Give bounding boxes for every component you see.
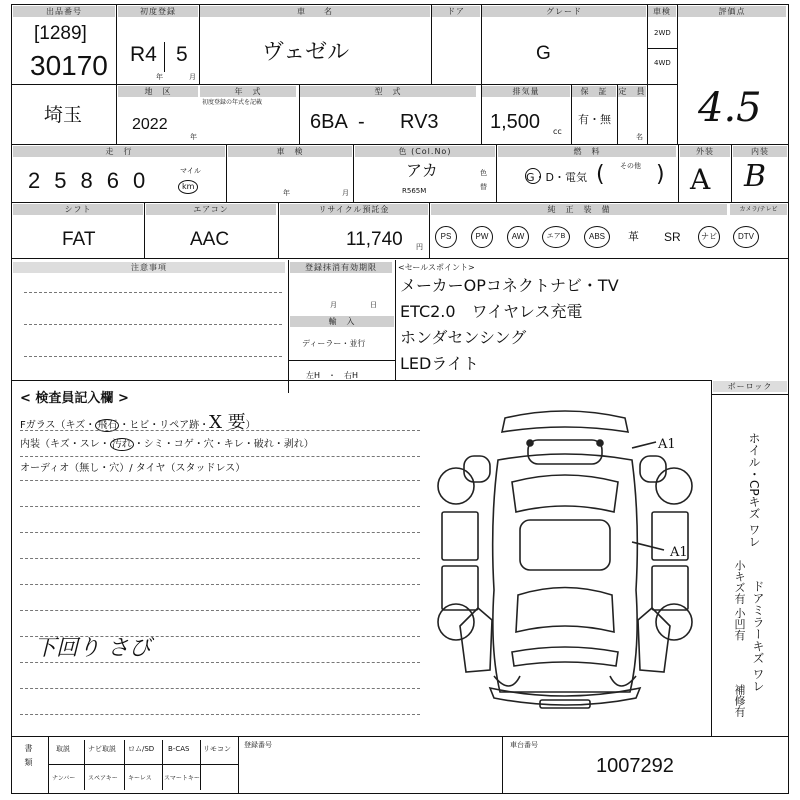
aircon-value: AAC — [190, 229, 230, 250]
sales-point-1: メーカーOPコネクトナビ・TV — [400, 276, 619, 295]
glass-end: ） — [245, 420, 256, 431]
equip-sr: SR — [664, 230, 681, 244]
color-tag-1: 色 — [480, 169, 487, 177]
score-label: 評価点 — [678, 6, 786, 17]
recycle-amount: 11,740 — [346, 229, 403, 250]
interior-label: 内装 — [733, 146, 787, 157]
fuel-other: その他 — [620, 162, 641, 170]
glass-repair-mark: X 要 — [209, 412, 246, 433]
reg-number-label: 登録番号 — [244, 741, 272, 749]
score-value: 4.5 — [698, 85, 762, 131]
glass-prefix: Fガラス（キズ・ — [20, 420, 96, 431]
mileage-unit-mile: マイル — [180, 167, 201, 175]
equipment-label: 純 正 装 備 — [431, 204, 727, 215]
damage-mark-2: A1 — [670, 545, 688, 560]
camera-label: カメラ/テレビ — [730, 204, 787, 215]
shift-label: シフト — [13, 204, 143, 215]
model-type-dash: - — [358, 111, 365, 133]
reg-month: 5 — [176, 43, 188, 66]
glass-circled-chip: 飛石 — [97, 420, 118, 431]
lot-label: 出品番号 — [13, 6, 115, 17]
inspector-line-audio: オーディオ（無し・穴）/ タイヤ（スタッドレス） — [20, 463, 246, 474]
doc-manual: 取説 — [56, 745, 70, 753]
location: 埼玉 — [44, 104, 83, 126]
import-label: 輸 入 — [290, 316, 394, 327]
inspection-year-unit: 年 — [283, 189, 290, 197]
warranty-value: 有・無 — [578, 113, 611, 126]
mileage-label: 走 行 — [13, 146, 225, 157]
dealer-option: ディーラー・並行 — [302, 339, 366, 348]
lot-bracket-code: [1289] — [34, 23, 87, 44]
inspector-title: < 検査員記入欄 > — [20, 391, 129, 406]
drive-2wd: 2WD — [654, 29, 671, 37]
mileage-unit-km: km — [178, 180, 198, 194]
fuel-paren-open: ( — [596, 162, 605, 187]
mileage-digit: 5 — [54, 168, 81, 193]
sales-points-label: <セールスポイント> — [398, 263, 475, 272]
first-reg-label: 初度登録 — [118, 6, 198, 17]
equip-abs: ABS — [584, 226, 610, 248]
doc-rom: ロム/SD — [128, 745, 155, 753]
reg-year-unit: 年 — [156, 73, 163, 81]
door-label: ドア — [432, 6, 480, 17]
lock-label: ボーロック — [713, 381, 787, 392]
grade-label: グレード — [482, 6, 646, 17]
reg-era-year: R4 — [130, 43, 157, 66]
fuel-selected-circle — [525, 168, 541, 184]
car-diagram — [420, 400, 710, 730]
inspector-line-interior — [20, 440, 314, 450]
grade-value: G — [536, 43, 551, 64]
doc-bcas: B-CAS — [168, 745, 190, 753]
mileage-digit: 2 — [28, 168, 55, 193]
color-label: 色 (Col.No) — [355, 146, 495, 157]
drive-4wd: 4WD — [654, 59, 671, 67]
handwritten-note: 下回り さび — [34, 636, 151, 661]
exterior-label: 外装 — [680, 146, 730, 157]
doc-navi-manual: ナビ取説 — [88, 745, 116, 753]
equip-aw: AW — [507, 226, 529, 248]
recycle-unit: 円 — [416, 243, 423, 251]
color-name: アカ — [406, 161, 438, 180]
equip-pw: PW — [471, 226, 493, 248]
caution-label: 注意事項 — [13, 262, 285, 273]
fuel-options: G・D・電気 — [526, 171, 587, 184]
glass-suffix: ・ヒビ・リペア跡・ — [119, 420, 210, 431]
model-year-value: 2022 — [132, 116, 168, 133]
checks-label: 車検 — [648, 6, 676, 17]
doc-remote: リモコン — [203, 745, 231, 753]
model-year-unit: 年 — [190, 133, 197, 141]
capacity-unit: 名 — [636, 133, 643, 141]
documents-label: 書類 — [24, 744, 33, 772]
mileage-digits — [28, 170, 159, 192]
fuel-paren-close: ) — [656, 162, 665, 187]
doc-spare-key: スペアキー — [88, 775, 118, 782]
doc-number-plate: ナンバー — [52, 775, 76, 782]
inspection-month-unit: 月 — [342, 189, 349, 197]
inspection-label: 車 検 — [228, 146, 352, 157]
equip-dtv: DTV — [733, 226, 759, 248]
doc-keyless: キーレス — [128, 775, 152, 782]
shift-value: FAT — [62, 229, 96, 250]
model-year-note: 初度登録の年式を記載 — [202, 99, 263, 106]
mileage-digit: 6 — [106, 168, 133, 193]
reg-month-unit: 月 — [189, 73, 196, 81]
interior-prefix: 内装（キズ・スレ・ — [20, 439, 110, 450]
model-type-code: RV3 — [400, 111, 439, 133]
mileage-digit: 0 — [133, 168, 160, 193]
legend-wheel: ホイル・CPキズ ワレ — [747, 432, 761, 548]
car-name: ヴェゼル — [262, 40, 350, 65]
color-tag-2: 替 — [480, 183, 487, 191]
lot-number: 30170 — [30, 50, 108, 81]
sales-point-2: ETC2.0 ワイヤレス充電 — [400, 302, 583, 321]
legend-small-damage: 小キズ有 小凹有 — [733, 560, 746, 641]
legend-repair: 補修有 — [733, 684, 746, 717]
displacement-value: 1,500 — [490, 111, 541, 133]
chassis-number: 1007292 — [596, 755, 674, 777]
sales-point-3: ホンダセンシング — [400, 328, 527, 347]
model-type-label: 型 式 — [300, 86, 476, 97]
validity-label: 登録抹消有効期限 — [290, 262, 392, 273]
equip-navi: ナビ — [698, 226, 720, 248]
exterior-grade: A — [690, 163, 711, 196]
validity-day: 日 — [370, 301, 377, 309]
mileage-digit: 8 — [80, 168, 107, 193]
interior-suffix: ・シミ・コゲ・穴・キレ・破れ・剥れ） — [133, 439, 314, 450]
damage-mark-1: A1 — [658, 437, 676, 452]
warranty-label: 保 証 — [572, 86, 616, 97]
capacity-label: 定 員 — [618, 87, 646, 96]
fuel-label: 燃 料 — [498, 146, 676, 157]
aircon-label: エアコン — [146, 204, 276, 215]
region-label: 地 区 — [118, 86, 198, 97]
chassis-label: 車台番号 — [510, 741, 538, 749]
handle-option: 左H ・ 右H — [306, 371, 359, 380]
model-type-prefix: 6BA — [310, 111, 348, 133]
model-year-label: 年 式 — [200, 86, 296, 97]
validity-month: 月 — [330, 301, 337, 309]
equip-airbag: エアB — [542, 226, 570, 248]
equip-ps: PS — [435, 226, 457, 248]
interior-circled-dirt: 汚れ — [111, 439, 132, 450]
doc-smart-key: スマートキー — [164, 775, 200, 782]
displacement-label: 排気量 — [482, 86, 570, 97]
interior-grade: B — [744, 159, 767, 194]
color-code: R565M — [402, 187, 427, 195]
car-name-label: 車 名 — [200, 6, 430, 17]
equip-leather: 革 — [628, 230, 639, 243]
displacement-unit: cc — [553, 127, 562, 136]
legend-mirror: ドアミラーキズ ワレ — [751, 580, 765, 692]
sales-point-4: LEDライト — [400, 354, 479, 373]
recycle-label: リサイクル預託金 — [280, 204, 428, 215]
